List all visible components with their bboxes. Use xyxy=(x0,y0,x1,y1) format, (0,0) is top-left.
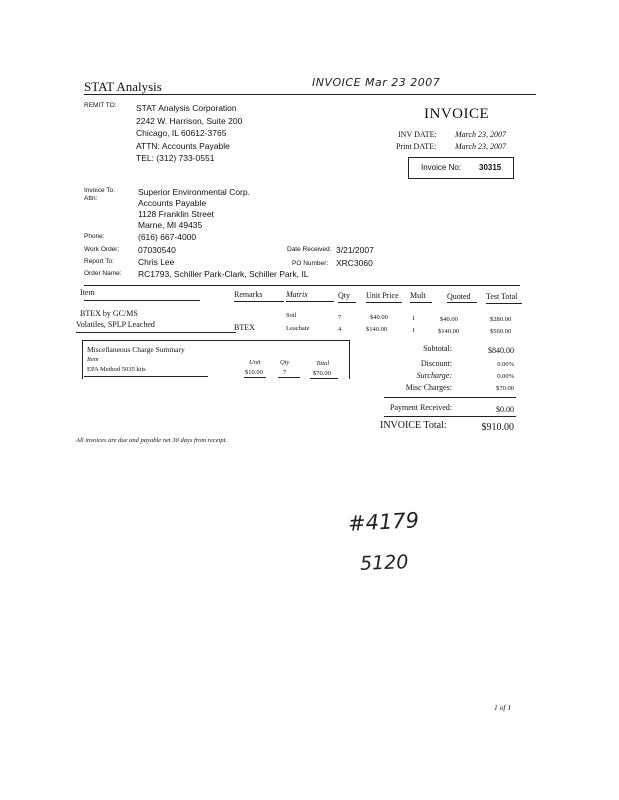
misc-row-item: EPA Method 5035 kits xyxy=(87,366,146,373)
terms-note: All invoices are due and payable net 30 days from receipt. xyxy=(76,437,228,444)
header-underline-remarks xyxy=(234,301,284,302)
row-item: BTEX by GC/MS xyxy=(80,309,138,318)
payment-received-value: $0.00 xyxy=(496,405,514,414)
misc-row-unit: $10.00 xyxy=(245,369,263,376)
misc-underline-item xyxy=(84,376,208,377)
col-qty: Qty xyxy=(338,291,350,300)
row-matrix: Leachate xyxy=(286,325,310,332)
phone-value: (616) 667-4000 xyxy=(138,232,197,242)
invoice-to-address xyxy=(138,187,250,231)
header-underline-unit xyxy=(366,302,402,303)
invoice-to-line: Accounts Payable xyxy=(138,198,207,208)
invoice-total-label: INVOICE Total: xyxy=(380,420,447,431)
header-underline-mult xyxy=(410,302,432,303)
misc-charges-value: $70.00 xyxy=(496,385,514,392)
table-top-rule xyxy=(84,285,520,286)
print-date-value: March 23, 2007 xyxy=(455,142,507,151)
row-mult: 1 xyxy=(412,315,416,322)
row-quoted: $140.00 xyxy=(438,328,460,335)
col-unit-price: Unit Price xyxy=(366,291,399,300)
col-quoted: Quoted xyxy=(447,292,471,301)
row-qty: 4 xyxy=(338,326,342,333)
row-rule xyxy=(76,332,236,333)
col-remarks: Remarks xyxy=(234,290,263,299)
handwritten-note-amount: 5120 xyxy=(359,551,409,575)
discount-value: 0.00% xyxy=(497,361,514,368)
attn-label: Attn: xyxy=(84,195,98,202)
row-total: $560.00 xyxy=(490,328,512,335)
col-matrix: Matrix xyxy=(286,290,308,299)
report-to-value: Chris Lee xyxy=(138,257,175,267)
header-underline-matrix xyxy=(286,301,334,302)
row-mult: 1 xyxy=(412,327,416,334)
row-unit-price: $40.00 xyxy=(370,314,388,321)
subtotal-value: $840.00 xyxy=(488,346,514,355)
date-received-value: 3/21/2007 xyxy=(336,245,374,255)
discount-label: Discount: xyxy=(420,359,452,368)
invoice-to-line: 1128 Franklin Street xyxy=(138,209,214,219)
remit-address xyxy=(136,102,242,165)
row-remarks: BTEX xyxy=(234,323,255,332)
remit-line: Chicago, IL 60612-3765 xyxy=(136,128,227,138)
remit-label: REMIT TO: xyxy=(84,102,117,109)
remit-line: TEL: (312) 733-0551 xyxy=(136,153,215,163)
misc-item-header: Item xyxy=(87,356,99,363)
col-item: Item xyxy=(80,288,95,297)
invoice-number-value: 30315 xyxy=(479,163,502,172)
phone-label: Phone: xyxy=(84,233,105,240)
misc-title: Miscellaneous Charge Summary xyxy=(87,345,185,354)
page-number: 1 of 1 xyxy=(494,703,512,712)
invoice-to-line: Superior Environmental Corp. xyxy=(138,187,250,197)
row-total: $280.00 xyxy=(490,316,512,323)
header-underline-item xyxy=(84,300,200,301)
misc-charge-box xyxy=(82,340,350,379)
misc-qty-header: Qty xyxy=(280,359,290,366)
summary-rule xyxy=(384,397,516,398)
col-test-total: Test Total xyxy=(486,292,518,301)
inv-date-label: INV DATE: xyxy=(398,130,437,139)
po-value: XRC3060 xyxy=(336,258,373,268)
misc-total-header: Total xyxy=(316,360,330,367)
invoice-to-line: Marne, MI 49435 xyxy=(138,220,203,230)
misc-charges-label: Misc Charges: xyxy=(405,383,452,392)
total-rule xyxy=(384,416,516,417)
misc-underline-unit xyxy=(244,377,266,378)
misc-underline-total xyxy=(310,378,338,379)
invoice-number-label: Invoice No: xyxy=(421,163,462,172)
invoice-to-label: Invoice To: xyxy=(84,187,115,194)
order-name-label: Order Name: xyxy=(84,270,122,277)
row-unit-price: $140.00 xyxy=(366,326,388,333)
row-quoted: $40.00 xyxy=(440,316,458,323)
misc-underline-qty xyxy=(278,377,300,378)
subtotal-label: Subtotal: xyxy=(423,344,452,353)
print-date-label: Print DATE: xyxy=(396,142,437,151)
surcharge-value: 0.00% xyxy=(497,373,514,380)
work-order-label: Work Order: xyxy=(84,246,120,253)
invoice-title: INVOICE xyxy=(424,106,490,122)
handwritten-header-stamp: INVOICE Mar 23 2007 xyxy=(312,76,441,89)
row-matrix: Soil xyxy=(286,312,297,319)
work-order-value: 07030540 xyxy=(138,245,176,255)
date-received-label: Date Received: xyxy=(287,246,332,253)
row-qty: 7 xyxy=(338,314,342,321)
misc-row-qty: 7 xyxy=(283,369,287,376)
col-mult: Mult xyxy=(410,291,426,300)
surcharge-label: Surcharge: xyxy=(416,371,452,380)
handwritten-note-ref: #4179 xyxy=(347,508,420,536)
report-to-label: Report To: xyxy=(84,258,114,265)
header-underline-qty xyxy=(338,302,356,303)
header-underline-quoted xyxy=(447,302,477,303)
order-name-value: RC1793, Schiller Park-Clark, Schiller Park, IL xyxy=(138,269,309,279)
misc-unit-header: Unit xyxy=(249,359,261,366)
header-underline-total xyxy=(486,303,522,304)
remit-line: 2242 W. Harrison, Suite 200 xyxy=(136,115,243,126)
invoice-total-value: $910.00 xyxy=(481,422,514,433)
header-rule xyxy=(84,94,536,95)
remit-line: ATTN: Accounts Payable xyxy=(136,140,230,151)
invoice-number-box xyxy=(408,157,514,179)
remit-line: STAT Analysis Corporation xyxy=(136,103,237,113)
company-title: STAT Analysis xyxy=(84,79,162,94)
row-item: Volatiles, SPLP Leached xyxy=(76,320,155,329)
po-label: PO Number: xyxy=(292,260,329,267)
misc-row-total: $70.00 xyxy=(313,370,331,377)
payment-received-label: Payment Received: xyxy=(390,403,452,412)
inv-date-value: March 23, 2007 xyxy=(455,130,507,139)
